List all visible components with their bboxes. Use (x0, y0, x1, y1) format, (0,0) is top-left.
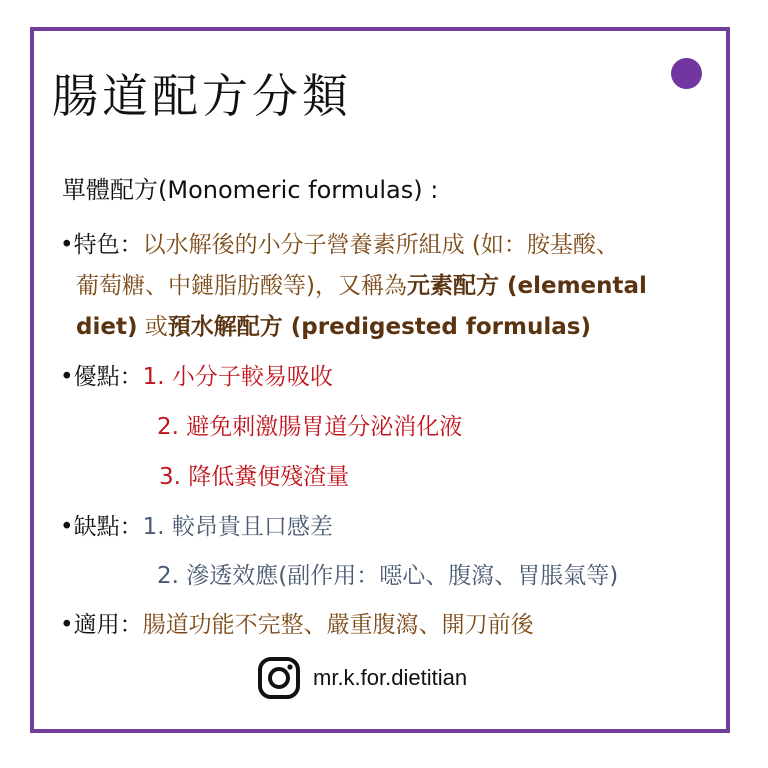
pros-item-3: 3. 降低糞便殘渣量 (159, 464, 350, 490)
pros-item-2: 2. 避免刺激腸胃道分泌消化液 (157, 414, 463, 440)
features-label: 特色： (73, 232, 143, 258)
bullet: • (60, 232, 74, 258)
bullet: • (60, 514, 74, 540)
usage-line (60, 606, 534, 639)
cons-line-1 (60, 508, 333, 541)
features-line-2 (76, 267, 647, 300)
features-text-2: 葡萄糖、中鏈脂肪酸等)，又稱為 (76, 273, 407, 299)
usage-text: 腸道功能不完整、嚴重腹瀉、開刀前後 (142, 612, 534, 638)
cons-item-2: 2. 滲透效應(副作用：噁心、腹瀉、胃脹氣等) (157, 563, 619, 589)
features-text-1: 以水解後的小分子營養素所組成 (如：胺基酸、 (142, 232, 619, 258)
social-footer (257, 654, 467, 702)
section-heading: 單體配方(Monomeric formulas) : (62, 176, 439, 204)
elemental-diet-term: 元素配方 (elemental (406, 273, 647, 299)
purple-dot-icon (671, 58, 702, 89)
instagram-icon[interactable] (257, 656, 301, 700)
instagram-handle[interactable]: mr.k.for.dietitian (313, 665, 468, 690)
pros-label: 優點： (73, 364, 143, 390)
cons-item-1: 1. 較昂貴且口感差 (142, 514, 333, 540)
features-line-3 (76, 308, 591, 341)
pros-line-1 (60, 358, 333, 391)
usage-label: 適用： (73, 612, 143, 638)
predigested-term: 預水解配方 (predigested formulas) (167, 314, 591, 340)
elemental-diet-term-end: diet) (76, 314, 138, 340)
features-or: 或 (137, 314, 168, 340)
bullet: • (60, 612, 74, 638)
features-line-1 (60, 226, 619, 259)
cons-label: 缺點： (73, 514, 143, 540)
bullet: • (60, 364, 74, 390)
pros-item-1: 1. 小分子較易吸收 (142, 364, 333, 390)
page-title: 腸道配方分類 (52, 69, 352, 123)
